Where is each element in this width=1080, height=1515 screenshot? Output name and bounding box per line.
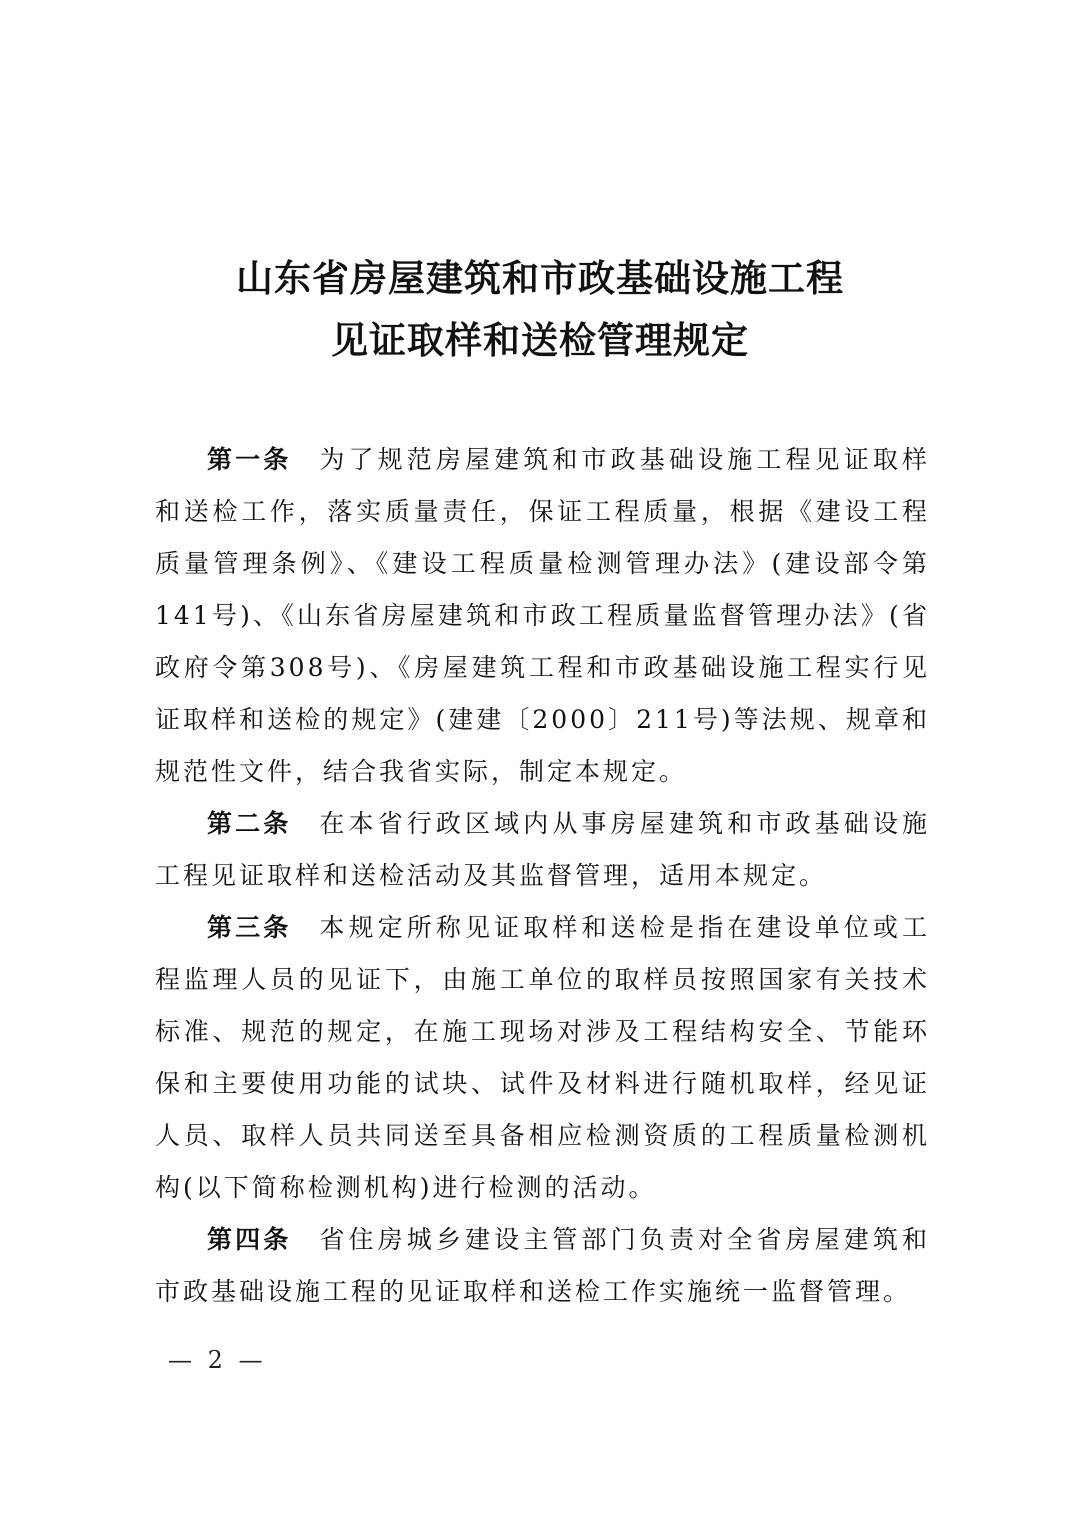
page-number: — 2 — [168,1346,267,1374]
article-4-number: 第四条 [207,1225,292,1254]
article-1-number: 第一条 [207,445,292,474]
article-4-text: 省住房城乡建设主管部门负责对全省房屋建筑和市政基础设施工程的见证取样和送检工作实施统一监督管理。 [155,1225,930,1306]
article-3-number: 第三条 [207,913,292,942]
article-1-text: 为了规范房屋建筑和市政基础设施工程见证取样和送检工作，落实质量责任，保证工程质量，根据《建设工程质量管理条例》、《建设工程质量检测管理办法》(建设部令第141号)、《山东省房屋建筑和市政工程质量监督管理办法》(省政府令第308号)、《房屋建筑工程和市政基础设施工程实行见证取样和送检的规定》(建建〔2000〕211号)等法规、规章和规范性文件，结合我省实际，制定本规定。 [155,445,930,786]
article-3-text: 本规定所称见证取样和送检是指在建设单位或工程监理人员的见证下，由施工单位的取样员按照国家有关技术标准、规范的规定，在施工现场对涉及工程结构安全、节能环保和主要使用功能的试块、试件及材料进行随机取样，经见证人员、取样人员共同送至具备相应检测资质的工程质量检测机构(以下简称检测机构)进行检测的活动。 [155,913,930,1202]
article-2 [155,798,930,902]
document-body [155,434,930,1318]
document-title [0,248,1080,372]
article-1 [155,434,930,798]
article-4 [155,1214,930,1318]
title-line-2: 见证取样和送检管理规定 [331,319,749,362]
article-3 [155,902,930,1214]
title-line-1: 山东省房屋建筑和市政基础设施工程 [236,257,844,300]
article-2-number: 第二条 [207,809,292,838]
article-2-text: 在本省行政区域内从事房屋建筑和市政基础设施工程见证取样和送检活动及其监督管理，适用本规定。 [155,809,930,890]
